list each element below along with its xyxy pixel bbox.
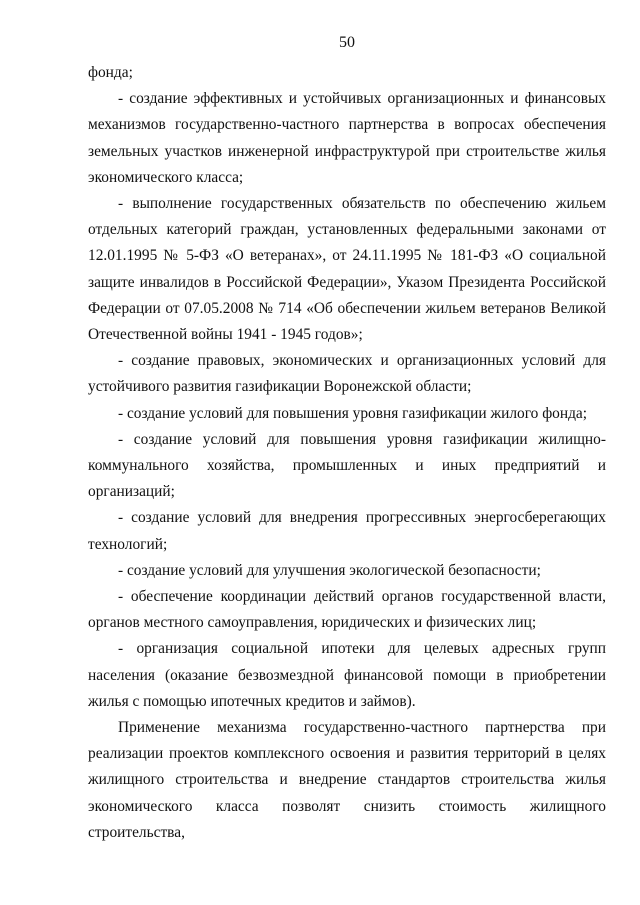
paragraph-ppp-application: Применение механизма государственно-частного партнерства при реализации проектов комплексного освоения и развития территорий в целях жилищного строительства и внедрение стандартов строительства жилья экономического класса позволят снизить стоимость жилищного строительства, [88,719,606,841]
list-item-utilities-gasification: - создание условий для повышения уровня газификации жилищно-коммунального хозяйства, промышленных и иных предприятий и организаций; [88,430,606,501]
list-item-energy-saving: - создание условий для внедрения прогрессивных энергосберегающих технологий; [88,509,606,553]
paragraph-continuation: фонда; [88,64,133,81]
list-item-social-mortgage: - организация социальной ипотеки для целевых адресных групп населения (оказание безвозмездной финансовой помощи в приобретении жилья с помощью ипотечных кредитов и займов). [88,640,606,710]
list-item-ppp-mechanisms: - создание эффективных и устойчивых организационных и финансовых механизмов государственно-частного партнерства в вопросах обеспечения земельных участков инженерной инфраструктурой при строительстве жилья экономического класса; [88,90,606,186]
page-number: 50 [339,34,355,51]
list-item-state-obligations: - выполнение государственных обязательств по обеспечению жильем отдельных категорий граждан, установленных федеральными законами от 12.01.1995 № 5-ФЗ «О ветеранах», от 24.11.1995 № 181-ФЗ «О социальной защите инвалидов в Российской Федерации», Указом Президента Российской Федерации от 07.05.2008 № 714 «Об обеспечении жильем ветеранов Великой Отечественной войны 1941 - 1945 годов»; [88,195,606,344]
list-item-gasification-conditions: - создание правовых, экономических и организационных условий для устойчивого развития газификации Воронежской области; [88,352,606,396]
list-item-ecology: - создание условий для улучшения экологической безопасности; [118,561,541,579]
list-item-coordination: - обеспечение координации действий органов государственной власти, органов местного самоуправления, юридических и физических лиц; [88,588,606,632]
body-text [88,60,606,846]
list-item-housing-gasification: - создание условий для повышения уровня газификации жилого фонда; [118,404,588,422]
